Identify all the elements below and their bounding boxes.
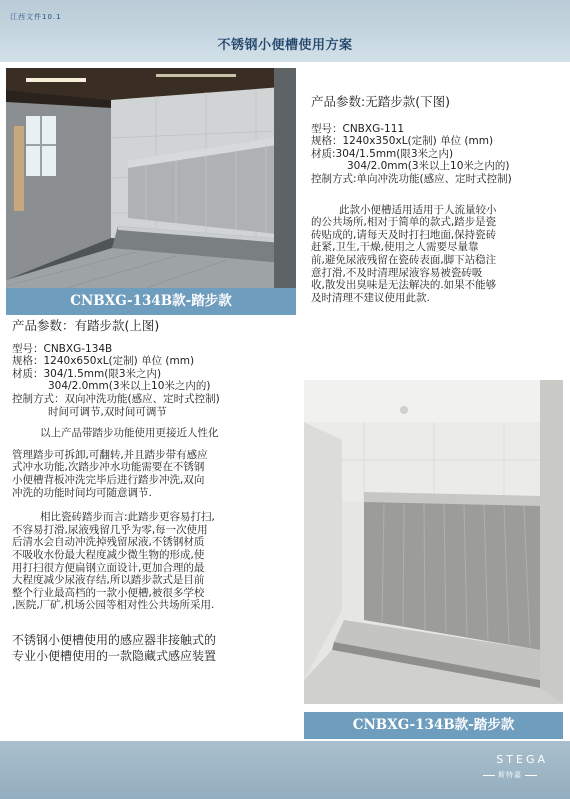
- photo-2-illustration: [304, 380, 563, 704]
- right-p1-line: 的公共场所,相对于简单的款式,踏步是瓷: [311, 216, 497, 229]
- caption-step-model: CNBXG-134B款-踏步款: [6, 288, 296, 315]
- left-p2-line: ,医院,厂矿,机场公园等相对性公共场所采用.: [12, 599, 215, 612]
- left-spec: 规格：1240x650xL(定制) 单位 (mm): [12, 355, 195, 368]
- left-paragraph-2: [12, 511, 300, 612]
- right-paragraph-1: [311, 204, 566, 305]
- left-p1-line: 管理踏步可拆卸,可翻转,并且踏步带有感应: [12, 448, 208, 461]
- right-control: 控制方式:单向冲洗功能(感应、定时式控制): [311, 172, 512, 185]
- left-control-2: 时间可调节,双时间可调节: [48, 405, 167, 418]
- left-p2-line: 整个行业最高档的一款小便槽,被很多学校: [12, 586, 205, 599]
- right-p1-line: 意打滑,不及时清理尿液容易被瓷砖吸: [311, 266, 483, 279]
- right-model: 型号：CNBXG-111: [311, 122, 405, 135]
- left-paragraph-1: [12, 449, 300, 499]
- header-brand-small: 江西文件10.1: [10, 13, 62, 21]
- right-p1-line: 及时清理不建议使用此款.: [311, 291, 430, 304]
- left-p2-line: 不吸收水份最大程度减少微生物的形成,使: [12, 548, 205, 561]
- brand-logo-sub: 斯特嘉: [480, 770, 540, 780]
- left-p1-line: 式冲水功能,次踏步冲水功能需要在不锈钢: [12, 461, 205, 474]
- right-params-block: [311, 96, 566, 304]
- left-material-2: 304/2.0mm(3米以上10米之内的): [48, 380, 211, 393]
- photo-1-illustration: [6, 68, 296, 288]
- left-p2-line: 大程度减少尿液存结,所以踏步款式是目前: [12, 574, 205, 587]
- right-p1-line: 砖贴成的,请每天及时打扫地面,保持瓷砖: [311, 228, 497, 241]
- right-material-1: 材质:304/1.5mm(限3米之内): [311, 147, 454, 160]
- left-control-1: 控制方式：双向冲洗功能(感应、定时式控制): [12, 392, 220, 405]
- left-p3-line: 不锈钢小便槽使用的感应器非接触式的: [12, 632, 217, 647]
- photo-urinal-trough-step: [6, 68, 296, 288]
- right-p1-line: 赶紧,卫生,干燥,使用之人需要尽量靠: [311, 241, 479, 254]
- left-note: 以上产品带踏步功能使用更接近人性化: [40, 427, 219, 440]
- left-p3-line: 专业小便槽使用的一款隐藏式感应装置: [12, 648, 217, 663]
- right-section-title: 产品参数:无踏步款(下图): [311, 94, 450, 109]
- left-p1-line: 小便槽背板冲洗完毕后进行踏步冲洗,双向: [12, 473, 205, 486]
- right-spec: 规格：1240x350xL(定制) 单位 (mm): [311, 135, 494, 148]
- right-material-2: 304/2.0mm(3米以上10米之内的): [347, 160, 510, 173]
- right-p1-line: 前,避免尿液残留在瓷砖表面,脚下站稳注: [311, 253, 497, 266]
- left-section-title: 产品参数：有踏步款(上图): [12, 318, 160, 333]
- left-p2-line: 不容易打滑,尿液残留几乎为零,每一次使用: [12, 523, 208, 536]
- right-p1-line: 此款小便槽适用适用于人流量较小: [339, 203, 497, 216]
- left-paragraph-3: [12, 632, 300, 664]
- footer-band: [0, 741, 570, 799]
- left-p2-line: 用打扫很方便扁钢立面设计,更加合理的最: [12, 561, 205, 574]
- caption-model-right: CNBXG-134B款-踏步款: [304, 712, 563, 739]
- left-p1-line: 冲洗的功能时间均可随意调节.: [12, 486, 152, 499]
- page-title: 不锈钢小便槽使用方案: [217, 38, 353, 53]
- left-material-1: 材质：304/1.5mm(限3米之内): [12, 367, 162, 380]
- photo-urinal-trough-no-step: [304, 380, 563, 704]
- left-params-block: [12, 320, 300, 664]
- brand-logo: STEGA: [496, 753, 548, 766]
- left-p2-line: 后清水会自动冲洗掉残留尿液,不锈钢材质: [12, 536, 205, 549]
- left-p2-line: 相比瓷砖踏步而言:此踏步更容易打扫,: [40, 511, 215, 524]
- right-p1-line: 收,散发出臭味是无法解决的.如果不能够: [311, 279, 497, 292]
- left-model: 型号：CNBXG-134B: [12, 342, 113, 355]
- header-banner: [0, 0, 570, 62]
